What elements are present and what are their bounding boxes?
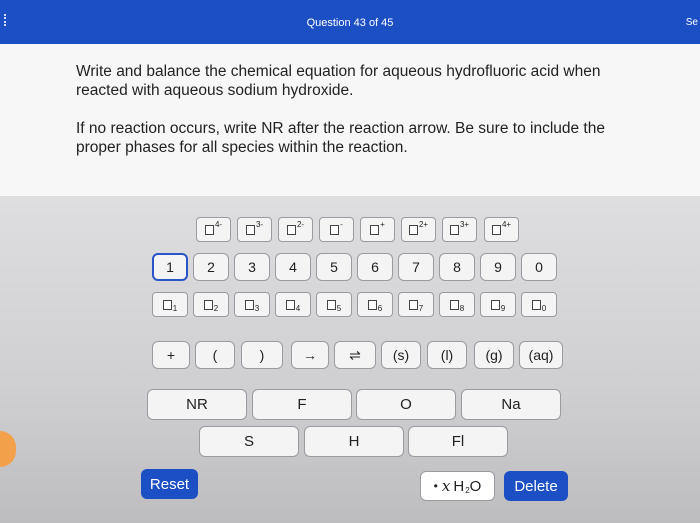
- subscript-label: 5: [336, 304, 342, 313]
- box-icon: [287, 225, 296, 235]
- subscript-button[interactable]: [193, 292, 229, 317]
- symbol-label: (aq): [528, 347, 554, 363]
- box-icon: [205, 225, 214, 235]
- symbol-label: ): [259, 347, 265, 363]
- symbol-label: (g): [485, 347, 503, 363]
- question-text: Write and balance the chemical equation for aqueous hydrofluoric acid when reacted with aqueous sodium hydroxide.: [76, 63, 601, 99]
- box-icon: [245, 300, 254, 310]
- subscript-button[interactable]: [398, 292, 434, 317]
- subscript-label: 9: [500, 304, 506, 313]
- box-icon: [409, 225, 418, 235]
- charge-button[interactable]: [237, 217, 272, 242]
- charge-button[interactable]: [442, 217, 477, 242]
- element-button[interactable]: [252, 389, 352, 420]
- symbol-button[interactable]: [474, 341, 514, 369]
- subscript-label: 2: [213, 304, 219, 313]
- box-icon: [246, 225, 255, 235]
- subscript-button[interactable]: [480, 292, 516, 317]
- digit-button[interactable]: [275, 253, 311, 281]
- element-button[interactable]: [304, 426, 404, 457]
- subscript-label: 0: [541, 304, 547, 313]
- charge-button[interactable]: [278, 217, 313, 242]
- element-label: NR: [186, 396, 208, 413]
- symbol-label: →: [303, 347, 317, 363]
- digit-label: 1: [166, 259, 174, 275]
- subscript-button[interactable]: [275, 292, 311, 317]
- box-icon: [368, 300, 377, 310]
- subscript-label: 6: [377, 304, 383, 313]
- element-label: O: [400, 396, 412, 413]
- symbol-label: (l): [440, 347, 454, 363]
- subscript-button[interactable]: [439, 292, 475, 317]
- digit-label: 8: [453, 259, 461, 275]
- digit-button[interactable]: [234, 253, 270, 281]
- delete-button[interactable]: Delete: [504, 471, 568, 501]
- box-icon: [492, 225, 501, 235]
- element-label: S: [243, 433, 254, 450]
- symbol-button[interactable]: [427, 341, 467, 369]
- charge-button[interactable]: [360, 217, 395, 242]
- water-button[interactable]: [420, 471, 495, 501]
- box-icon: [491, 300, 500, 310]
- element-button[interactable]: [199, 426, 299, 457]
- charge-label: 2-: [296, 220, 305, 229]
- digit-label: 6: [371, 259, 379, 275]
- subscript-button[interactable]: [521, 292, 557, 317]
- box-icon: [286, 300, 295, 310]
- digit-button[interactable]: [480, 253, 516, 281]
- digit-label: 0: [535, 259, 543, 275]
- digit-button[interactable]: [193, 253, 229, 281]
- subscript-label: 7: [418, 304, 424, 313]
- charge-label: 4-: [214, 220, 223, 229]
- question-instructions: If no reaction occurs, write NR after the reaction arrow. Be sure to include the proper phases for all species within the reaction.: [76, 120, 605, 156]
- digit-button[interactable]: [439, 253, 475, 281]
- charge-label: 2+: [418, 220, 429, 229]
- top-bar: [0, 0, 700, 44]
- water-subscript: 2: [465, 485, 470, 495]
- water-dot: •: [433, 479, 438, 493]
- digit-label: 9: [494, 259, 502, 275]
- digit-label: 7: [412, 259, 420, 275]
- box-icon: [532, 300, 541, 310]
- element-button[interactable]: [147, 389, 247, 420]
- symbol-label: (s): [392, 347, 410, 363]
- subscript-button[interactable]: [234, 292, 270, 317]
- symbol-label: (: [212, 347, 218, 363]
- symbol-label: ⇌: [349, 346, 361, 363]
- element-label: Na: [501, 396, 521, 413]
- symbol-label: +: [166, 347, 176, 363]
- digit-button[interactable]: [316, 253, 352, 281]
- symbol-button[interactable]: [334, 341, 376, 369]
- box-icon: [204, 300, 213, 310]
- top-right-label[interactable]: Se: [685, 17, 698, 28]
- element-button[interactable]: [461, 389, 561, 420]
- subscript-label: 4: [295, 304, 301, 313]
- digit-label: 3: [248, 259, 256, 275]
- charge-label: 3-: [255, 220, 264, 229]
- charge-label: 3+: [459, 220, 470, 229]
- charge-button[interactable]: [196, 217, 231, 242]
- charge-label: -: [340, 220, 343, 229]
- box-icon: [327, 300, 336, 310]
- water-h: H: [453, 477, 465, 495]
- element-label: H: [348, 433, 360, 450]
- digit-button[interactable]: [152, 253, 188, 281]
- symbol-button[interactable]: [241, 341, 283, 369]
- element-label: F: [297, 396, 307, 413]
- subscript-button[interactable]: [316, 292, 352, 317]
- digit-button[interactable]: [357, 253, 393, 281]
- box-icon: [330, 225, 339, 235]
- subscript-label: 3: [254, 304, 260, 313]
- subscript-label: 8: [459, 304, 465, 313]
- box-icon: [450, 300, 459, 310]
- symbol-button[interactable]: [152, 341, 190, 369]
- element-button[interactable]: [408, 426, 508, 457]
- element-label: Fl: [451, 433, 465, 450]
- symbol-button[interactable]: [195, 341, 235, 369]
- water-o: O: [469, 477, 482, 495]
- digit-label: 5: [330, 259, 338, 275]
- question-counter: Question 43 of 45: [306, 17, 394, 29]
- charge-button[interactable]: [319, 217, 354, 242]
- subscript-label: 1: [172, 304, 178, 313]
- symbol-button[interactable]: [291, 341, 329, 369]
- digit-label: 2: [207, 259, 215, 275]
- box-icon: [409, 300, 418, 310]
- box-icon: [370, 225, 379, 235]
- water-x: x: [441, 477, 451, 495]
- digit-button[interactable]: [398, 253, 434, 281]
- element-button[interactable]: [356, 389, 456, 420]
- symbol-button[interactable]: [381, 341, 421, 369]
- charge-button[interactable]: [401, 217, 436, 242]
- reset-button[interactable]: Reset: [141, 469, 198, 499]
- charge-button[interactable]: [484, 217, 519, 242]
- subscript-button[interactable]: [357, 292, 393, 317]
- box-icon: [163, 300, 172, 310]
- subscript-button[interactable]: [152, 292, 188, 317]
- box-icon: [450, 225, 459, 235]
- charge-label: 4+: [501, 220, 512, 229]
- digit-label: 4: [289, 259, 297, 275]
- digit-button[interactable]: [521, 253, 557, 281]
- symbol-button[interactable]: [519, 341, 563, 369]
- question-panel: [0, 44, 700, 196]
- charge-label: +: [380, 220, 385, 229]
